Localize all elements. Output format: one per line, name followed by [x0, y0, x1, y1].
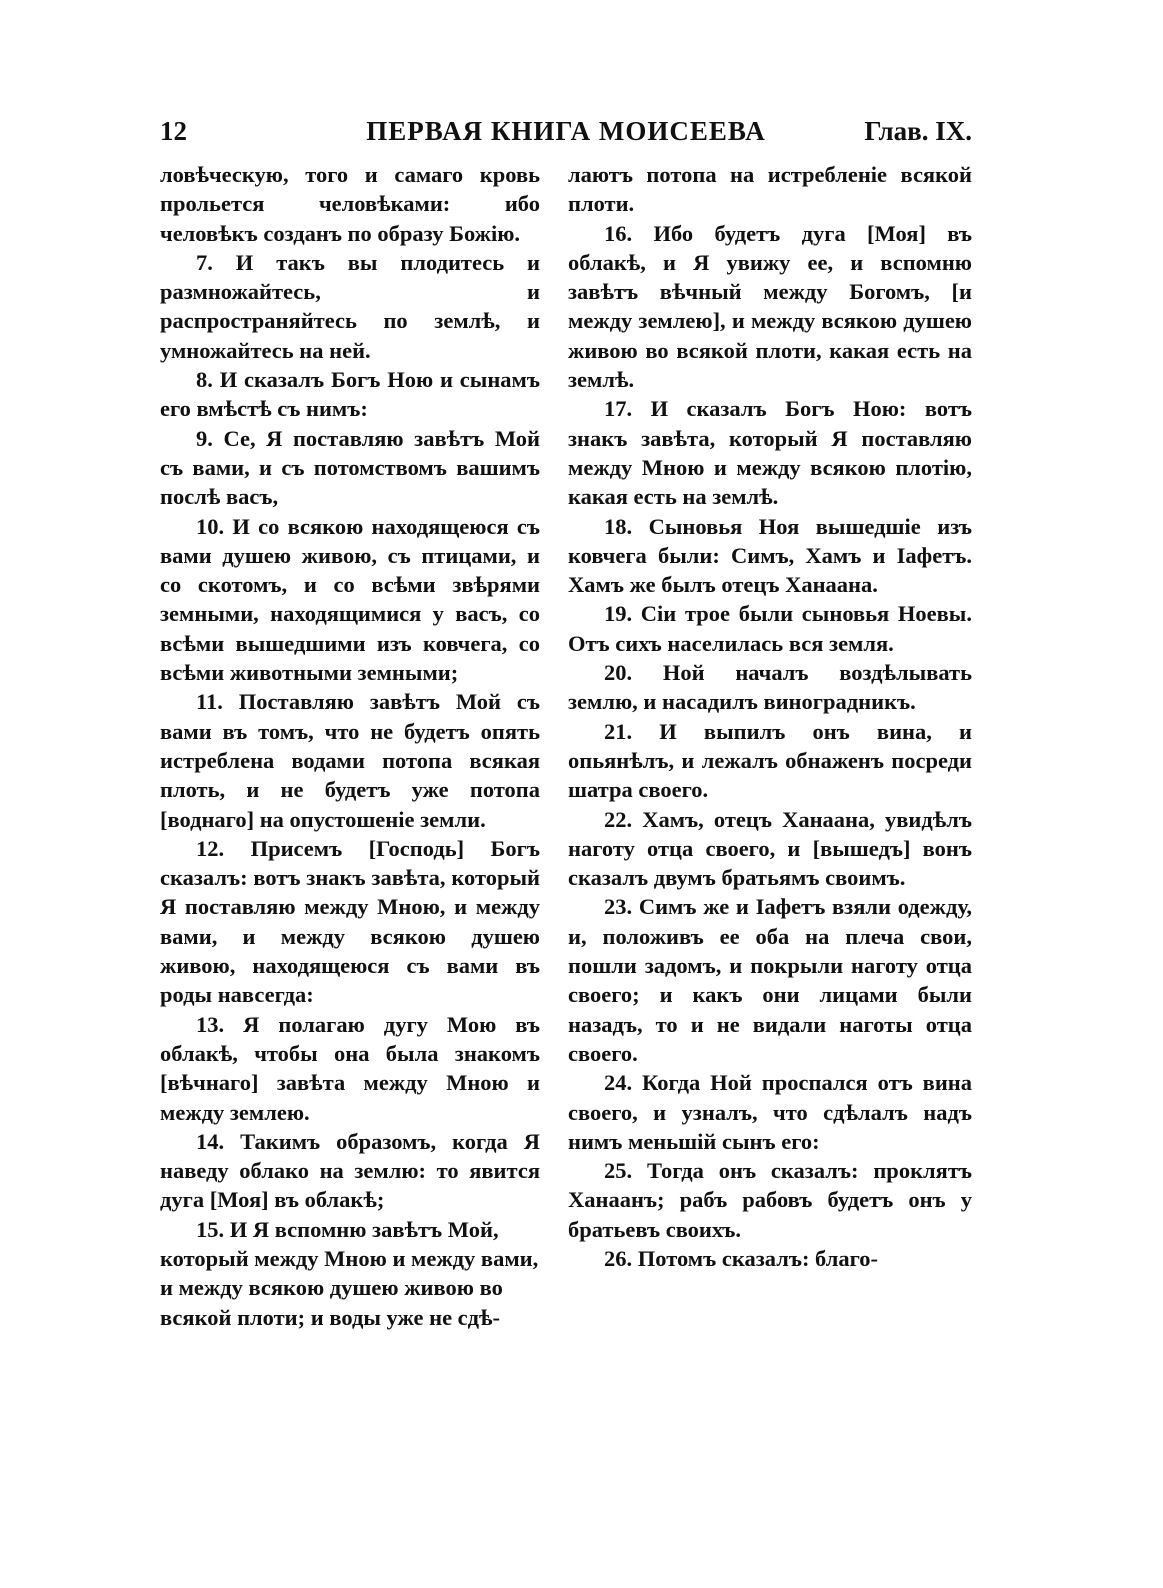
right-column	[568, 160, 972, 1273]
verse-paragraph: 10. И со всякою находящеюся съ вами душею живою, съ птицами, и со скотомъ, и со всѣми звѣрями земными, находящимися у васъ, со всѣми вышедшими изъ ковчега, со всѣми животными земными;	[160, 513, 540, 686]
verse-paragraph: лаютъ потопа на истребленіе всякой плоти.	[568, 162, 972, 217]
verse-paragraph: 13. Я полагаю дугу Мою въ облакѣ, чтобы она была знакомъ [вѣчнаго] завѣта между Мною и между землею.	[160, 1011, 540, 1125]
verse-paragraph: ловѣческую, того и самаго кровь прольется человѣками: ибо человѣкъ созданъ по образу Божію.	[160, 162, 540, 246]
book-title: ПЕРВАЯ КНИГА МОИСЕЕВА	[366, 116, 766, 146]
left-column	[160, 160, 540, 1332]
page-number: 12	[160, 116, 187, 146]
verse-paragraph: 17. И сказалъ Богъ Ною: вотъ знакъ завѣта, который Я поставляю между Мною и между всякою плотію, какая есть на землѣ.	[568, 396, 972, 510]
chapter-label: Глав. IX.	[864, 116, 972, 146]
verse-paragraph: 12. Присемъ [Господь] Богъ сказалъ: вотъ знакъ завѣта, который Я поставляю между Мною, и между вами, и между всякою душею живою, находящеюся съ вами въ роды навсегда:	[160, 835, 540, 1008]
running-header	[160, 116, 972, 156]
verse-paragraph: 26. Потомъ сказалъ: благо-	[604, 1245, 879, 1271]
verse-paragraph: 21. И выпилъ онъ вина, и опьянѣлъ, и лежалъ обнаженъ посреди шатра своего.	[568, 718, 972, 803]
verse-paragraph: 25. Тогда онъ сказалъ: проклятъ Ханаанъ; рабъ рабовъ будетъ онъ у братьевъ своихъ.	[568, 1158, 972, 1242]
verse-paragraph: 11. Поставляю завѣтъ Мой съ вами въ томъ, что не будетъ опять истреблена водами потопа всякая плоть, и не будетъ уже потопа [воднаго] на опустошеніе земли.	[160, 689, 540, 832]
verse-paragraph: 22. Хамъ, отецъ Ханаана, увидѣлъ наготу отца своего, и [вышедъ] вонъ сказалъ двумъ братьямъ своимъ.	[568, 806, 972, 891]
verse-paragraph: 19. Сіи трое были сыновья Ноевы. Отъ сихъ населилась вся земля.	[568, 601, 972, 656]
verse-paragraph: 23. Симъ же и Іафетъ взяли одежду, и, положивъ ее оба на плеча свои, пошли задомъ, и покрыли наготу отца своего; и какъ они лицами были назадъ, то и не видали наготы отца своего.	[568, 894, 972, 1066]
verse-paragraph: 24. Когда Ной проспался отъ вина своего, и узналъ, что сдѣлалъ надъ нимъ меньшій сынъ его:	[568, 1070, 972, 1154]
verse-paragraph: 9. Се, Я поставляю завѣтъ Мой съ вами, и съ потомствомъ вашимъ послѣ васъ,	[160, 425, 540, 510]
verse-paragraph: 16. Ибо будетъ дуга [Моя] въ облакѣ, и Я увижу ее, и вспомню завѣтъ вѣчный между Богомъ, [и между землею], и между всякою душею живою во всякой плоти, какая есть на землѣ.	[568, 220, 972, 393]
verse-paragraph: 8. И сказалъ Богъ Ною и сынамъ его вмѣстѣ съ нимъ:	[160, 367, 540, 422]
verse-paragraph: 20. Ной началъ воздѣлывать землю, и насадилъ виноградникъ.	[568, 660, 972, 715]
verse-paragraph: 14. Такимъ образомъ, когда Я наведу облако на землю: то явится дуга [Моя] въ облакѣ;	[160, 1128, 540, 1213]
verse-paragraph: 15. И Я вспомню завѣтъ Мой, который между Мною и между вами, и между всякою душею живою во всякой плоти; и воды уже не сдѣ-	[160, 1216, 539, 1330]
verse-paragraph: 7. И такъ вы плодитесь и размножайтесь, и распространяйтесь по землѣ, и умножайтесь на ней.	[160, 249, 540, 363]
verse-paragraph: 18. Сыновья Ноя вышедшіе изъ ковчега были: Симъ, Хамъ и Іафетъ. Хамъ же былъ отецъ Ханаана.	[568, 513, 972, 598]
